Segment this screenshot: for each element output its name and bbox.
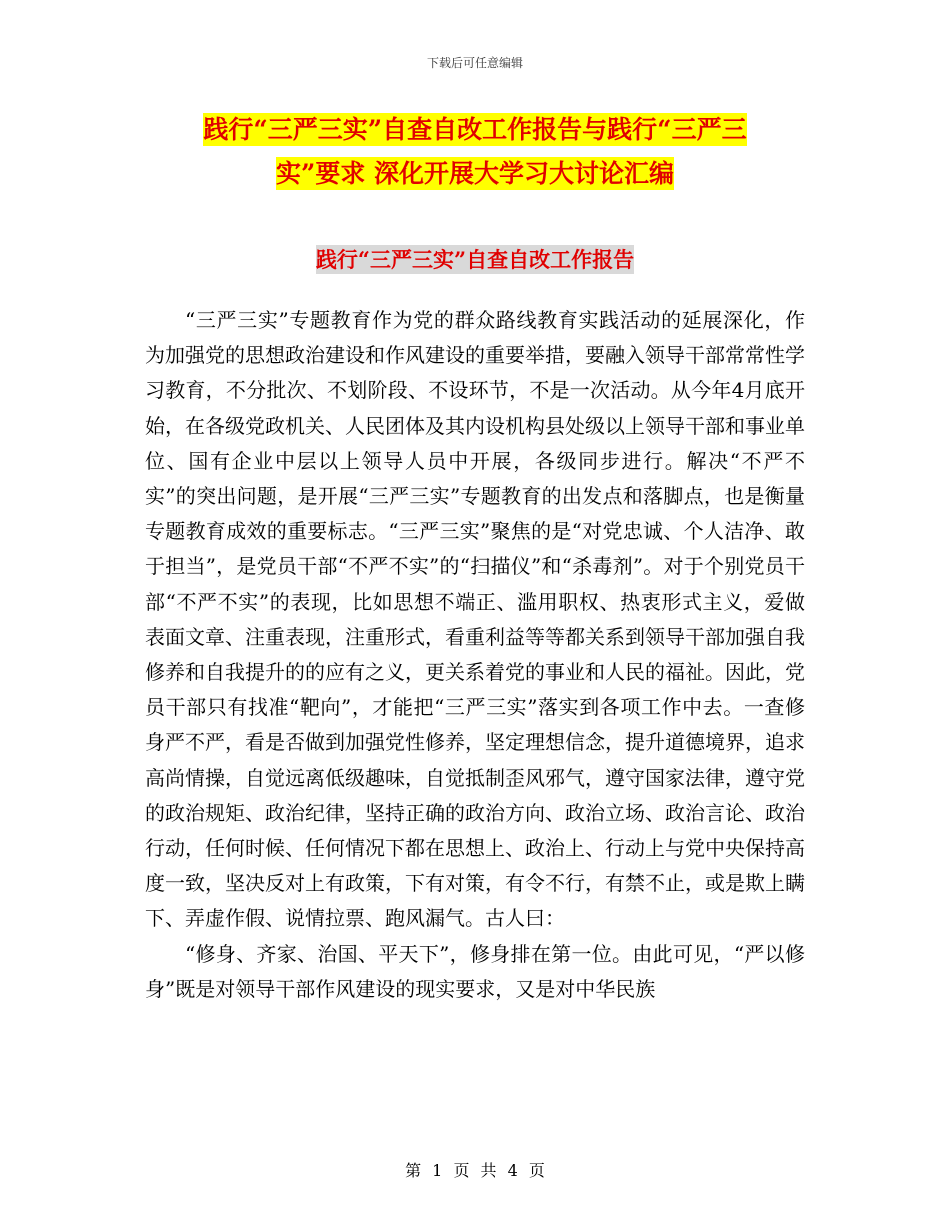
- page-header-note: 下载后可任意编辑: [426, 56, 523, 70]
- main-title: [140, 108, 810, 196]
- document-body: [145, 303, 805, 1007]
- section-title-text: 践行“三严三实”自查自改工作报告: [315, 247, 635, 272]
- main-title-line-1: 践行“三严三实”自查自改工作报告与践行“三严三: [203, 115, 747, 144]
- body-paragraph-1: “三严三实”专题教育作为党的群众路线教育实践活动的延展深化，作为加强党的思想政治建设和作风建设的重要举措，要融入领导干部常常性学习教育，不分批次、不划阶段、不设环节，不是一次活动。从今年4月底开始，在各级党政机关、人民团体及其内设机构县处级以上领导干部和事业单位、国有企业中层以上领导人员中开展，各级同步进行。解决“不严不实”的突出问题，是开展“三严三实”专题教育的出发点和落脚点，也是衡量专题教育成效的重要标志。“三严三实”聚焦的是“对党忠诚、个人洁净、敢于担当”，是党员干部“不严不实”的“扫描仪”和“杀毒剂”。对于个别党员干部“不严不实”的表现，比如思想不端正、滥用职权、热衷形式主义，爱做表面文章、注重表现，注重形式，看重利益等等都关系到领导干部加强自我修养和自我提升的的应有之义，更关系着党的事业和人民的福祉。因此，党员干部只有找准“靶向”，才能把“三严三实”落实到各项工作中去。一查修身严不严，看是否做到加强党性修养，坚定理想信念，提升道德境界，追求高尚情操，自觉远离低级趣味，自觉抵制歪风邪气，遵守国家法律，遵守党的政治规矩、政治纪律，坚持正确的政治方向、政治立场、政治言论、政治行动，任何时候、任何情况下都在思想上、政治上、行动上与党中央保持高度一致，坚决反对上有政策，下有对策，有令不行，有禁不止，或是欺上瞒下、弄虚作假、说情拉票、跑风漏气。古人曰：: [145, 308, 805, 931]
- main-title-line-2: 实”要求 深化开展大学习大讨论汇编: [275, 159, 675, 188]
- body-paragraph-2: “修身、齐家、治国、平天下”，修身排在第一位。由此可见，“严以修身”既是对领导干部作风建设的现实要求，又是对中华民族: [145, 941, 805, 1001]
- section-title: [0, 244, 950, 274]
- page-number-footer: 第 1 页 共 4 页: [405, 1161, 545, 1180]
